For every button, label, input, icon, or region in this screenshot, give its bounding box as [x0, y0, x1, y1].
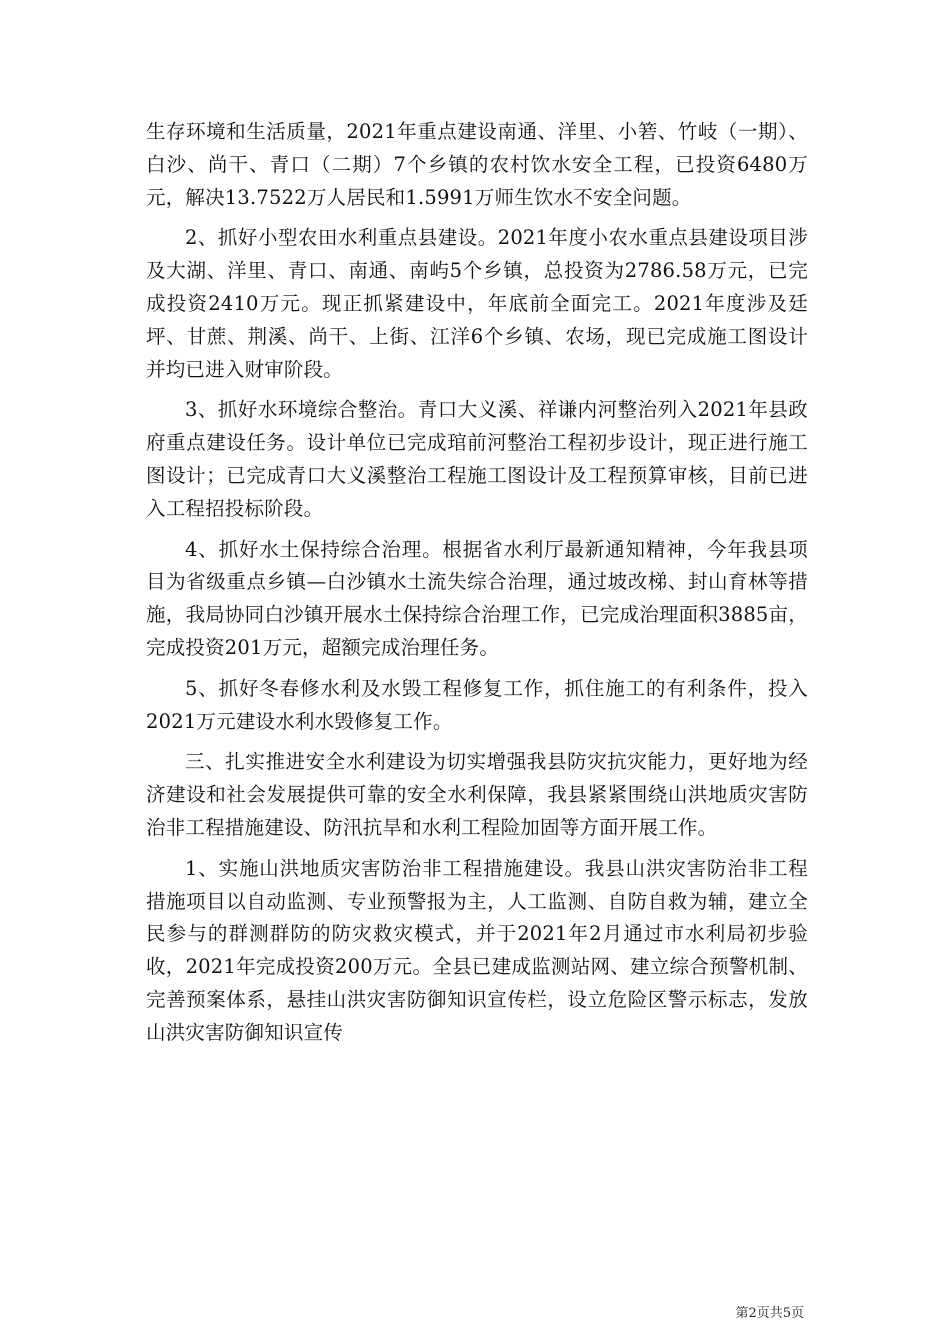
paragraph-item-4-soil-conservation: 4、抓好水土保持综合治理。根据省水利厅最新通知精神，今年我县项目为省级重点乡镇—白沙镇水土流失综合治理，通过坡改梯、封山育林等措施，我局协同白沙镇开展水土保持综合治理工作，已完成治理面积3885亩，完成投资201万元，超额完成治理任务。	[146, 537, 808, 659]
document-body	[146, 116, 808, 1058]
paragraph-item-2-farmland: 2、抓好小型农田水利重点县建设。2021年度小农水重点县建设项目涉及大湖、洋里、青口、南通、南屿5个乡镇，总投资为2786.58万元，已完成投资2410万元。现正抓紧建设中，年底前全面完工。2021年度涉及廷坪、甘蔗、荆溪、尚干、上街、江洋6个乡镇、农场，现已完成施工图设计并均已进入财审阶段。	[146, 226, 808, 381]
paragraph-item-3-water-environment: 3、抓好水环境综合整治。青口大义溪、祥谦内河整治列入2021年县政府重点建设任务。设计单位已完成琯前河整治工程初步设计，现正进行施工图设计；已完成青口大义溪整治工程施工图设计及工程预算审核，目前已进入工程招投标阶段。	[146, 398, 808, 520]
paragraph-section-3-safety: 三、扎实推进安全水利建设为切实增强我县防灾抗灾能力，更好地为经济建设和社会发展提供可靠的安全水利保障，我县紧紧围绕山洪地质灾害防治非工程措施建设、防汛抗旱和水利工程险加固等方面开展工作。	[146, 750, 808, 839]
paragraph-continued: 生存环境和生活质量，2021年重点建设南通、洋里、小箬、竹岐（一期）、白沙、尚干、青口（二期）7个乡镇的农村饮水安全工程，已投资6480万元，解决13.7522万人居民和1.5991万师生饮水不安全问题。	[146, 120, 808, 209]
page-number: 第2页共5页	[735, 1306, 804, 1321]
paragraph-item-1-flood-prevention: 1、实施山洪地质灾害防治非工程措施建设。我县山洪灾害防治非工程措施项目以自动监测、专业预警报为主，人工监测、自防自救为辅，建立全民参与的群测群防的防灾救灾模式，并于2021年2月通过市水利局初步验收，2021年完成投资200万元。全县已建成监测站网、建立综合预警机制、完善预案体系，悬挂山洪灾害防御知识宣传栏，设立危险区警示标志，发放山洪灾害防御知识宣传	[146, 856, 808, 1044]
paragraph-item-5-winter-repair: 5、抓好冬春修水利及水毁工程修复工作，抓住施工的有利条件，投入2021万元建设水利水毁修复工作。	[146, 676, 808, 733]
